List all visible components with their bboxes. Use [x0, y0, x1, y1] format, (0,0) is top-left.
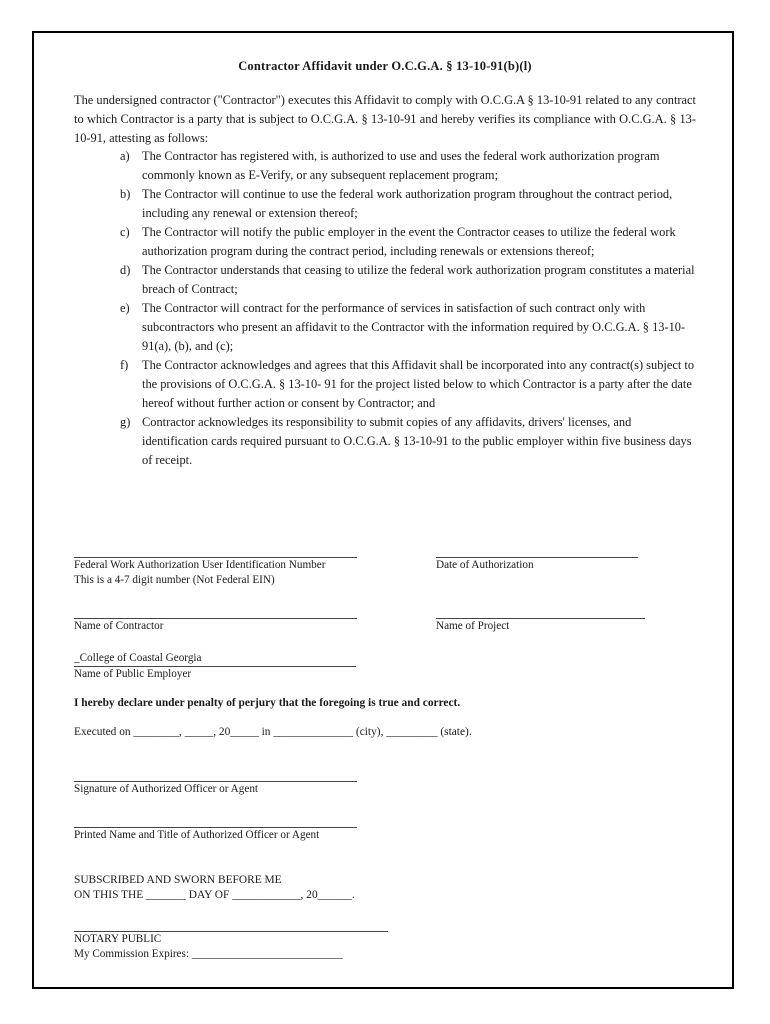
clause-item	[120, 299, 696, 356]
intro-paragraph: The undersigned contractor ("Contractor") executes this Affidavit to comply with O.C.G.A § 13-10-91 related to any contract to which Contractor is a party that is subject to O.C.G.A. § 13-10-91 and hereby verifies its compliance with O.C.G.A. § 13-10-91, attesting as follows:	[74, 93, 696, 145]
clause-mark: a)	[120, 149, 130, 164]
user-id-field[interactable]	[74, 557, 357, 587]
project-name-label: Name of Project	[436, 620, 510, 632]
notary-sworn-block	[74, 873, 494, 902]
clause-mark: b)	[120, 187, 131, 202]
clause-item	[120, 147, 696, 185]
clause-item	[120, 261, 696, 299]
clause-text: The Contractor has registered with, is authorized to use and uses the federal work authorization program commonly known as E-Verify, or any subsequent replacement program;	[142, 149, 660, 183]
sworn-line-1: SUBSCRIBED AND SWORN BEFORE ME	[74, 874, 282, 886]
commission-expires[interactable]: My Commission Expires: ___________________________	[74, 947, 343, 960]
signature-field[interactable]	[74, 781, 357, 797]
clause-text: Contractor acknowledges its responsibility to submit copies of any affidavits, drivers' licenses, and identification cards required pursuant to O.C.G.A. § 13-10-91 to the public employer within five business days of receipt.	[142, 415, 692, 468]
clause-list	[74, 147, 696, 470]
project-name-field[interactable]	[436, 618, 645, 634]
clause-mark: e)	[120, 301, 130, 316]
printed-name-field[interactable]	[74, 827, 357, 843]
date-authorization-label: Date of Authorization	[436, 559, 534, 571]
clause-mark: d)	[120, 263, 131, 278]
notary-public-label: NOTARY PUBLIC	[74, 933, 162, 945]
document-title: Contractor Affidavit under O.C.G.A. § 13-10-91(b)(l)	[238, 59, 532, 73]
perjury-declaration: I hereby declare under penalty of perjury that the foregoing is true and correct.	[74, 697, 461, 709]
clause-text: The Contractor acknowledges and agrees that this Affidavit shall be incorporated into any contract(s) subject to the provisions of O.C.G.A. § 13-10- 91 for the project listed below to which Contractor is a party after the date hereof without further action or consent by Contractor; and	[142, 358, 695, 411]
clause-item	[120, 356, 696, 413]
clause-item	[120, 413, 696, 470]
public-employer-field[interactable]	[74, 651, 364, 681]
clause-mark: f)	[120, 358, 129, 373]
affidavit-body	[74, 59, 696, 470]
sworn-line-2[interactable]: ON THIS THE _______ DAY OF ____________, 20______.	[74, 888, 355, 901]
clause-text: The Contractor will continue to use the federal work authorization program throughout the contract period, including any renewal or extension thereof;	[142, 187, 673, 221]
clause-text: The Contractor understands that ceasing to utilize the federal work authorization program constitutes a material breach of Contract;	[142, 263, 695, 297]
notary-public-field[interactable]	[74, 931, 388, 961]
clause-item	[120, 223, 696, 261]
user-id-label: Federal Work Authorization User Identification Number	[74, 559, 326, 571]
clause-mark: c)	[120, 225, 130, 240]
public-employer-value[interactable]: _College of Coastal Georgia	[74, 651, 356, 667]
clause-mark: g)	[120, 415, 131, 430]
printed-name-label: Printed Name and Title of Authorized Officer or Agent	[74, 829, 320, 841]
contractor-name-field[interactable]	[74, 618, 357, 634]
public-employer-label: Name of Public Employer	[74, 667, 192, 680]
date-authorization-field[interactable]	[436, 557, 638, 573]
clause-text: The Contractor will notify the public employer in the event the Contractor ceases to utilize the federal work authorization program during the contract period, including renewals or extensions thereof;	[142, 225, 676, 259]
signature-label: Signature of Authorized Officer or Agent	[74, 783, 259, 795]
affidavit-page	[32, 31, 734, 989]
clause-text: The Contractor will contract for the performance of services in satisfaction of such contract only with subcontractors who present an affidavit to the Contractor with the information required by O.C.G.A. § 13-10-91(a), (b), and (c);	[142, 301, 686, 354]
clause-item	[120, 185, 696, 223]
executed-line[interactable]: Executed on ________, _____, 20_____ in ______________ (city), _________ (state).	[74, 726, 472, 738]
contractor-name-label: Name of Contractor	[74, 620, 164, 632]
user-id-note: This is a 4-7 digit number (Not Federal EIN)	[74, 573, 275, 586]
